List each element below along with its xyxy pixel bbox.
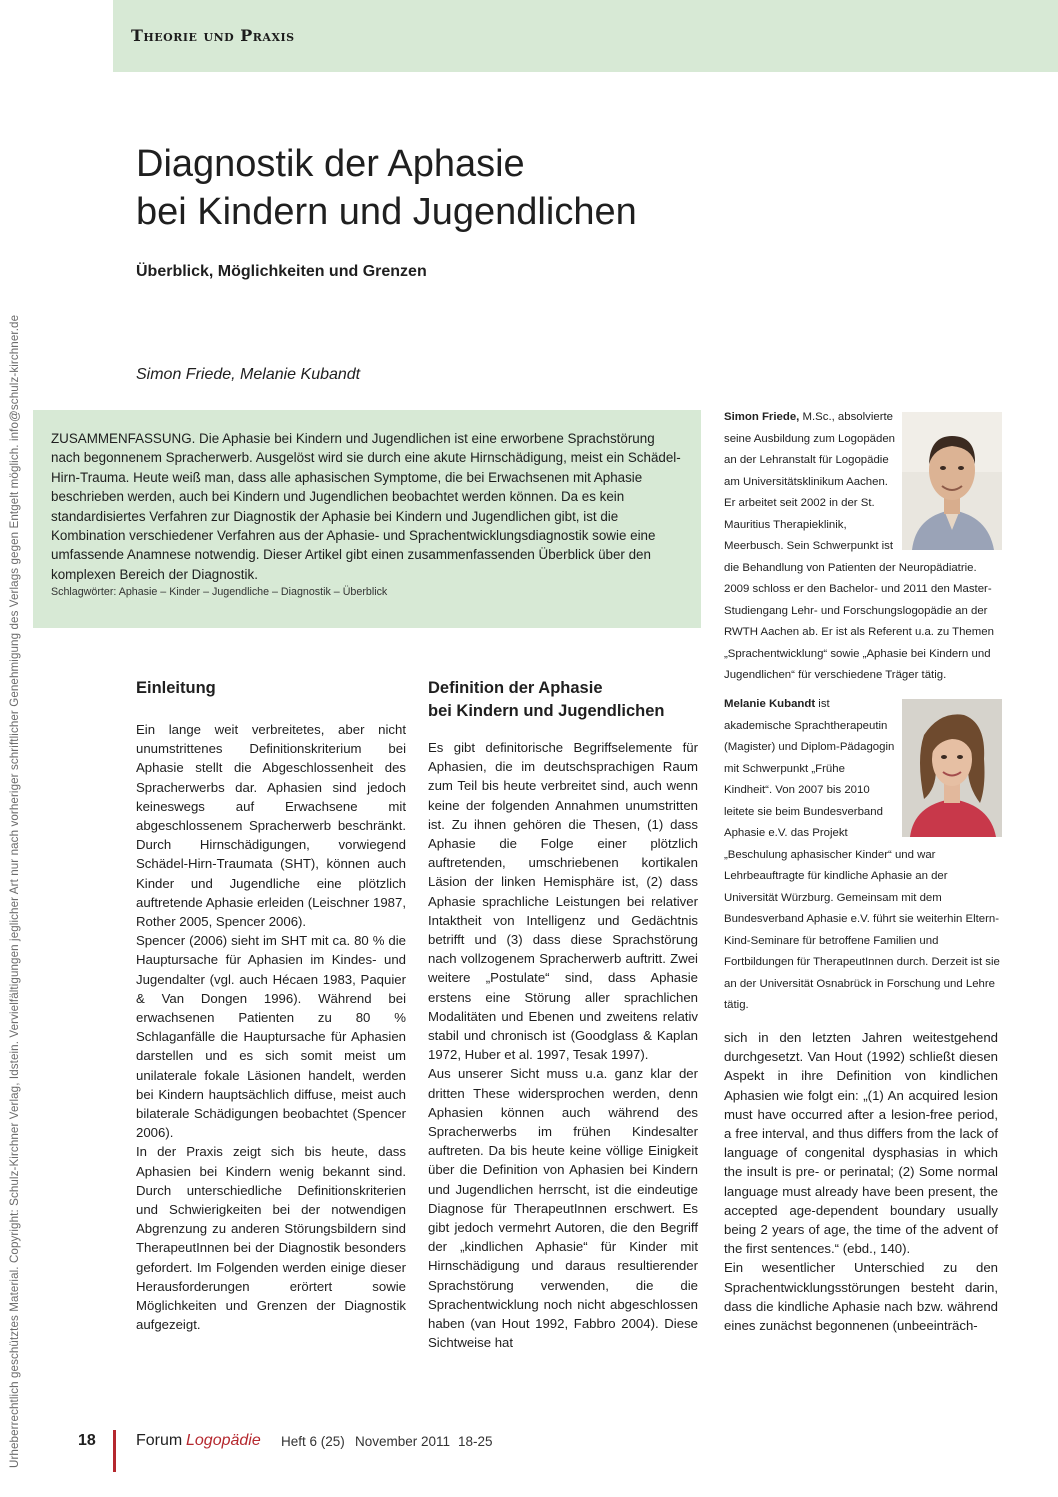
author-photo-simon-friede — [902, 412, 1002, 550]
footer-divider — [113, 1430, 116, 1472]
heading-line-1: Definition der Aphasie — [428, 679, 603, 697]
title-line-2: bei Kindern und Jugendlichen — [136, 191, 637, 233]
author-bio-friede — [724, 407, 1002, 687]
abstract-text: ZUSAMMENFASSUNG. Die Aphasie bei Kindern und Jugendlichen ist eine erworbene Sprachstörung nach begonnenem Spracherwerb. Ausgelöst wird sie durch eine akute Hirnschädigung, meist ein Schädel-Hirn-Trauma. Heute weiß man, dass alle aphasischen Symptome, die bei Erwachsenen mit Aphasie beschrieben werden, auch bei Kindern und Jugendlichen beobachtet werden können. Da es kein standardisiertes Verfahren zur Diagnostik der Aphasie bei Kindern und Jugendlichen gibt, ist die Kombination verschiedener Verfahren aus der Aphasie- und Sprachentwicklungsdiagnostik sowie eine umfassende Anamnese notwendig. Dieser Artikel gibt einen zusammenfassenden Überblick über den komplexen Bereich der Diagnostik. — [51, 431, 681, 582]
page-number: 18 — [78, 1432, 96, 1449]
bio-name: Simon Friede, — [724, 411, 800, 423]
page-footer — [0, 1430, 1058, 1470]
column-definition — [428, 677, 698, 1353]
heading-definition — [428, 677, 698, 723]
bio-name: Melanie Kubandt — [724, 698, 816, 710]
paragraph: Es gibt definitorische Begriffselemente für Aphasien, die im deutschsprachigen Raum zum Teil bis heute verbreitet sind, auch wenn keine der folgenden Annahmen unumstritten ist. Zu ihnen gehören die Thesen, (1) dass Aphasie die Folge einer plötzlich auftretenden, umschriebenen kortikalen Läsion der linken Hemisphäre ist, (2) dass Aphasie sprachliche Leistungen bei relativer Intaktheit von Intelligenz und Gedächtnis betrifft und (3) dass diese Sprachstörung nach vollzogenem Spracherwerb auftritt. Zwei weitere „Postulate“ sind, dass Aphasie erstens eine Störung aller sprachlichen Modalitäten und Ebenen und zweitens relativ stabil und chronisch ist (Goodglass & Kaplan 1972, Huber et al. 1997, Tesak 1997). — [428, 740, 698, 1063]
paragraph: In der Praxis zeigt sich bis heute, dass Aphasien bei Kindern wenig bekannt sind. Durch unterschiedliche Definitionskriterien und Schwierigkeiten bei der notwendigen Abgrenzung zu anderen Störungsbildern sind TherapeutInnen bei der Diagnostik besonders gefordert. Im Folgenden werden einige dieser Herausforderungen erörtert sowie Möglichkeiten und Grenzen der Diagnostik aufgezeigt. — [136, 1144, 406, 1333]
paragraph: Spencer (2006) sieht im SHT mit ca. 80 % die Hauptursache für Aphasien im Kindes- und Jugendalter (vgl. auch Hécaen 1983, Paquier & Van Dongen 1996). Während bei erwachsenen Patienten zu 80 % Schlaganfälle die Hauptursache für Aphasien darstellen und es sich somit meist um unilaterale fokale Läsionen handelt, werden bei Kindern hauptsächlich diffuse, meist auch bilaterale Schädigungen beobachtet (Spencer 2006). — [136, 933, 406, 1141]
copyright-sidebar: Urheberrechtlich geschütztes Material. Copyright: Schulz-Kirchner Verlag, Idstein. Vervielfältigungen jeglicher Art nur nach vorheriger schriftlicher Genehmigung des Verlags gegen Entgelt möglich. info@schulz-kirchner.de — [8, 314, 21, 1468]
title-line-1: Diagnostik der Aphasie — [136, 143, 525, 185]
heading-line-2: bei Kindern und Jugendlichen — [428, 702, 665, 720]
heading-einleitung: Einleitung — [136, 679, 216, 697]
column-einleitung — [136, 677, 406, 1335]
header-band — [113, 0, 1058, 72]
author-photo-melanie-kubandt — [902, 699, 1002, 837]
journal-name: Forum — [136, 1432, 183, 1449]
abstract-box — [33, 410, 701, 628]
article-title — [136, 140, 637, 236]
issue-date: November 2011 — [355, 1434, 451, 1449]
page-range: 18-25 — [458, 1434, 493, 1449]
issue-number: Heft 6 (25) — [281, 1434, 345, 1449]
author-bio-kubandt — [724, 694, 1002, 1017]
section-label: Theorie und Praxis — [131, 26, 295, 45]
column-continuation — [724, 1028, 998, 1335]
article-authors: Simon Friede, Melanie Kubandt — [136, 366, 361, 383]
paragraph: sich in den letzten Jahren weitestgehend durchgesetzt. Van Hout (1992) schließt diesen Aspekt in ihre Definition von kindlichen Aphasien wie folgt ein: „(1) An acquired lesion must have occurred after a lesion-free period, a free interval, and thus differs from the lack of language of congenital dysphasias in which the insult is pre- or perinatal; (2) Some normal language must already have been present, the accepted age-dependent boundary usually being 2 years of age, the time of the advent of the first sentences.“ (ebd., 140). — [724, 1030, 998, 1257]
article-subtitle: Überblick, Möglichkeiten und Grenzen — [136, 263, 427, 280]
paragraph: Ein lange weit verbreitetes, aber nicht unumstrittenes Definitionskriterium bei Aphasie stellt die Abgeschlossenheit des Spracherwerbs dar. Aphasien sind jedoch keineswegs auf Erwachsene mit abgeschlossenem Spracherwerb beschränkt. Durch Hirnschädigungen, vorwiegend Schädel-Hirn-Traumata (SHT), können auch Kinder und Jugendliche eine plötzlich auftretende Aphasie erleiden (Leischner 1987, Rother 2005, Spencer 2006). — [136, 722, 406, 930]
paragraph: Aus unserer Sicht muss u.a. ganz klar der dritten These widersprochen werden, denn Aphasien können auch während des Spracherwerbs im frühen Kindesalter auftreten. Da bis heute keine völlige Einigkeit über die Definition von Aphasien bei Kindern und Jugendlichen herrscht, ist die eindeutige Diagnose für TherapeutInnen erschwert. Es gibt jedoch vermehrt Autoren, die den Begriff der „kindlichen Aphasie“ für Kinder mit Hirnschädigung und daraus resultierender Sprachstörung verwenden, die die Sprachentwicklung noch nicht abgeschlossen haben (van Hout 1992, Fabbro 2004). Diese Sichtweise hat — [428, 1066, 698, 1351]
paragraph: Ein wesentlicher Unterschied zu den Sprachentwicklungsstörungen besteht darin, dass die kindliche Aphasie nach bzw. während eines zunächst begonnenen (unbeeinträch- — [724, 1260, 998, 1334]
bio-text: ist akademische Sprachtherapeutin (Magister) und Diplom-Pädagogin mit Schwerpunkt „Frühe Kindheit“. Von 2007 bis 2010 leitete sie beim Bundesverband Aphasie e.V. das Projekt „Beschulung aphasischer Kinder“ und war Lehrbeauftragte für kindliche Aphasie an der Universität Würzburg. Gemeinsam mit dem Bundesverband Aphasie e.V. führt sie weiterhin Eltern-Kind-Seminare für betroffene Familien und Fortbildungen für TherapeutInnen durch. Derzeit ist sie an der Universität Osnabrück in Forschung und Lehre tätig. — [724, 698, 1000, 1011]
bio-text: M.Sc., absolvierte seine Ausbildung zum Logopäden an der Lehranstalt für Logopädie am Universitätsklinikum Aachen. Er arbeitet seit 2002 in der St. Mauritius Therapieklinik, Meerbusch. Sein Schwerpunkt ist die Behandlung von Patienten der Neuropädiatrie. 2009 schloss er den Bachelor- und 2011 den Master-Studiengang Lehr- und Forschungslogopädie an der RWTH Aachen ab. Er ist als Referent u.a. zu Themen „Sprachentwicklung“ sowie „Aphasie bei Kindern und Jugendlichen“ für verschiedene Träger tätig. — [724, 411, 994, 681]
journal-logo: Logopädie — [186, 1432, 261, 1449]
keywords: Schlagwörter: Aphasie – Kinder – Jugendliche – Diagnostik – Überblick — [51, 586, 388, 599]
